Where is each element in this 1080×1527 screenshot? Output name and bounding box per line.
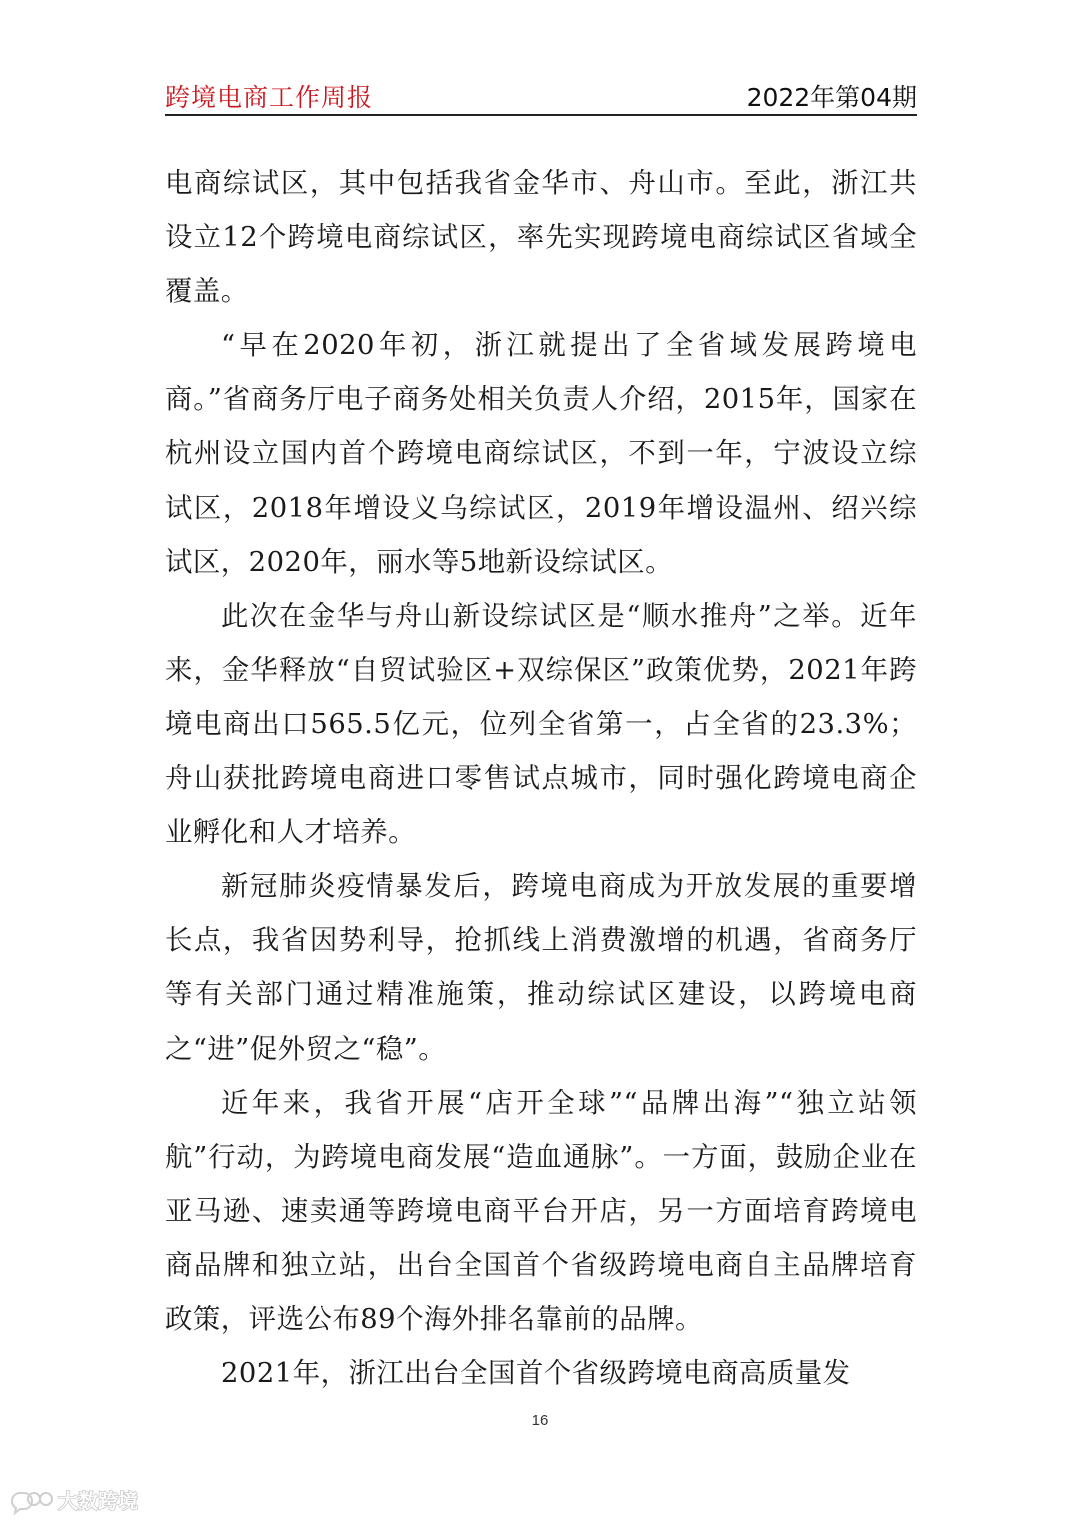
paragraph: “早在2020年初，浙江就提出了全省域发展跨境电商。”省商务厅电子商务处相关负责人介绍，2015年，国家在杭州设立国内首个跨境电商综试区，不到一年，宁波设立综试区，2018年增设义乌综试区，2019年增设温州、绍兴综试区，2020年，丽水等5地新设综试区。 [165,330,917,578]
issue-number: 2022年第04期 [746,83,917,112]
paragraph: 此次在金华与舟山新设综试区是“顺水推舟”之举。近年来，金华释放“自贸试验区+双综保区”政策优势，2021年跨境电商出口565.5亿元，位列全省第一，占全省的23.3%；舟山获批跨境电商进口零售试点城市，同时强化跨境电商企业孵化和人才培养。 [165,600,917,849]
page-number: 16 [531,1412,549,1429]
paragraph: 新冠肺炎疫情暴发后，跨境电商成为开放发展的重要增长点，我省因势利导，抢抓线上消费激增的机遇，省商务厅等有关部门通过精准施策，推动综试区建设，以跨境电商之“进”促外贸之“稳”。 [165,871,917,1065]
publication-title: 跨境电商工作周报 [165,83,374,112]
chat-bubble-logo-icon [8,1484,158,1518]
header-divider [165,114,917,116]
paragraph: 近年来，我省开展“店开全球”“品牌出海”“独立站领航”行动，为跨境电商发展“造血通脉”。一方面，鼓励企业在亚马逊、速卖通等跨境电商平台开店，另一方面培育跨境电商品牌和独立站，出台全国首个省级跨境电商自主品牌培育政策，评选公布89个海外排名靠前的品牌。 [165,1087,917,1335]
paragraph: 2021年，浙江出台全国首个省级跨境电商高质量发 [221,1358,851,1390]
paragraph: 电商综试区，其中包括我省金华市、舟山市。至此，浙江共设立12个跨境电商综试区，率先实现跨境电商综试区省域全覆盖。 [165,168,917,308]
watermark [8,1484,158,1518]
page-header [165,72,917,116]
watermark-text: 大数跨境 [58,1489,138,1513]
article-body [165,157,917,1401]
